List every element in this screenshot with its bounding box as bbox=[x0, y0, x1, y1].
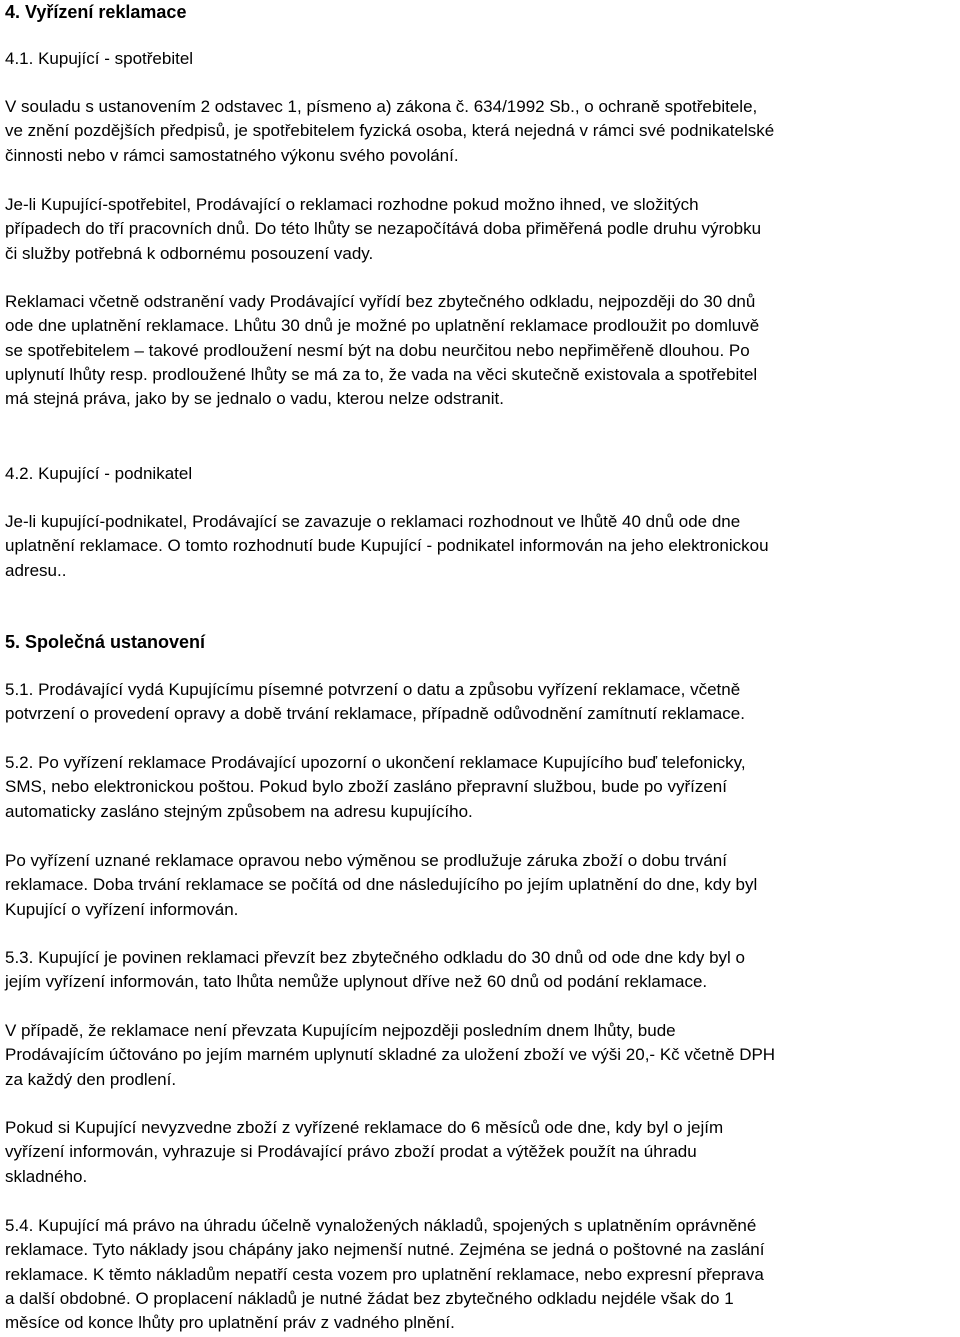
text-line: Po vyřízení uznané reklamace opravou nebo výměnou se prodlužuje záruka zboží o dobu trvání bbox=[5, 851, 727, 870]
paragraph-5-2 bbox=[5, 751, 960, 824]
text-line: za každý den prodlení. bbox=[5, 1069, 177, 1089]
paragraph-4-1-definition bbox=[5, 95, 960, 168]
paragraph-5-3-storage-fee bbox=[5, 1019, 960, 1092]
text-line: automaticky zasláno stejným způsobem na adresu kupujícího. bbox=[5, 801, 473, 821]
subsection-4-2-heading: 4.2. Kupující - podnikatel bbox=[5, 464, 193, 483]
text-line: 5.1. Prodávající vydá Kupujícímu písemné potvrzení o datu a způsobu vyřízení reklamace, včetně bbox=[5, 680, 741, 699]
text-line: potvrzení o provedení opravy a době trvání reklamace, případně odůvodnění zamítnutí reklamace. bbox=[5, 704, 745, 724]
text-line: ode dne uplatnění reklamace. Lhůtu 30 dnů je možné po uplatnění reklamace prodloužit po domluvě bbox=[5, 316, 760, 336]
text-line: se spotřebitelem – takové prodloužení nesmí být na dobu neurčitou nebo nepřiměřeně dlouhou. Po bbox=[5, 340, 750, 360]
text-line: Kupující o vyřízení informován. bbox=[5, 899, 239, 919]
text-line: skladného. bbox=[5, 1166, 88, 1186]
text-line: má stejná práva, jako by se jednalo o vadu, kterou nelze odstranit. bbox=[5, 389, 504, 409]
section-5-heading: 5. Společná ustanovení bbox=[5, 632, 206, 652]
text-line: SMS, nebo elektronickou poštou. Pokud bylo zboží zasláno přepravní službou, bude po vyřízení bbox=[5, 777, 727, 797]
paragraph-4-1-decision bbox=[5, 193, 960, 266]
paragraph-5-1 bbox=[5, 678, 960, 727]
text-line: Je-li Kupující-spotřebitel, Prodávající o reklamaci rozhodne pokud možno ihned, ve složitých bbox=[5, 195, 699, 214]
text-line: měsíce od konce lhůty pro uplatnění práv z vadného plnění. bbox=[5, 1313, 455, 1333]
text-line: případech do tří pracovních dnů. Do této lhůty se nezapočítává doba přiměřená podle druhu výrobku bbox=[5, 219, 762, 239]
text-line: Pokud si Kupující nevyzvedne zboží z vyřízené reklamace do 6 měsíců ode dne, kdy byl o jejím bbox=[5, 1118, 724, 1137]
text-line: činnosti nebo v rámci samostatného výkonu svého povolání. bbox=[5, 145, 459, 165]
text-line: Je-li kupující-podnikatel, Prodávající se zavazuje o reklamaci rozhodnout ve lhůtě 40 dnů ode dne bbox=[5, 512, 741, 531]
paragraph-5-4 bbox=[5, 1214, 960, 1335]
text-line: 5.3. Kupující je povinen reklamaci převzít bez zbytečného odkladu do 30 dnů od ode dne kdy byl o bbox=[5, 948, 745, 967]
paragraph-5-3-unclaimed bbox=[5, 1116, 960, 1189]
paragraph-4-1-resolution bbox=[5, 290, 960, 411]
text-line: V souladu s ustanovením 2 odstavec 1, písmeno a) zákona č. 634/1992 Sb., o ochraně spotřebitele, bbox=[5, 97, 758, 116]
text-line: reklamace. Tyto náklady jsou chápány jako nejmenší nutné. Zejména se jedná o poštovné na zaslání bbox=[5, 1240, 765, 1260]
text-line: ve znění pozdějších předpisů, je spotřebitelem fyzická osoba, která nejedná v rámci své podnikatelské bbox=[5, 121, 775, 141]
text-line: či služby potřebná k odbornému posouzení vady. bbox=[5, 243, 374, 263]
text-line: adresu.. bbox=[5, 560, 67, 580]
text-line: uplatnění reklamace. O tomto rozhodnutí bude Kupující - podnikatel informován na jeho elektronickou bbox=[5, 536, 769, 556]
paragraph-5-3 bbox=[5, 946, 960, 995]
text-line: reklamace. K těmto nákladům nepatří cesta vozem pro uplatnění reklamace, nebo expresní přeprava bbox=[5, 1264, 764, 1284]
text-line: 5.4. Kupující má právo na úhradu účelně vynaložených nákladů, spojených s uplatněním oprávněné bbox=[5, 1216, 757, 1235]
text-line: uplynutí lhůty resp. prodloužené lhůty se má za to, že vada na věci skutečně existovala a spotřebitel bbox=[5, 364, 758, 384]
paragraph-5-2-warranty bbox=[5, 849, 960, 922]
section-4-heading: 4. Vyřízení reklamace bbox=[5, 2, 187, 22]
text-line: Prodávajícím účtováno po jejím marném uplynutí skladné za uložení zboží ve výši 20,- Kč včetně DPH bbox=[5, 1045, 776, 1065]
text-line: jejím vyřízení informován, tato lhůta nemůže uplynout dříve než 60 dnů od podání reklamace. bbox=[5, 972, 708, 992]
text-line: a další obdobné. O proplacení nákladů je nutné žádat bez zbytečného odkladu nejdéle však do 1 bbox=[5, 1288, 734, 1308]
text-line: reklamace. Doba trvání reklamace se počítá od dne následujícího po jejím uplatnění do dne, kdy byl bbox=[5, 875, 758, 895]
subsection-4-1-heading: 4.1. Kupující - spotřebitel bbox=[5, 49, 194, 68]
text-line: vyřízení informován, vyhrazuje si Prodávající právo zboží prodat a výtěžek použít na úhradu bbox=[5, 1142, 697, 1162]
text-line: V případě, že reklamace není převzata Kupujícím nejpozději posledním dnem lhůty, bude bbox=[5, 1021, 676, 1040]
text-line: 5.2. Po vyřízení reklamace Prodávající upozorní o ukončení reklamace Kupujícího buď telefonicky, bbox=[5, 753, 746, 772]
text-line: Reklamaci včetně odstranění vady Prodávající vyřídí bez zbytečného odkladu, nejpozději do 30 dnů bbox=[5, 292, 756, 311]
paragraph-4-2-business bbox=[5, 510, 960, 583]
